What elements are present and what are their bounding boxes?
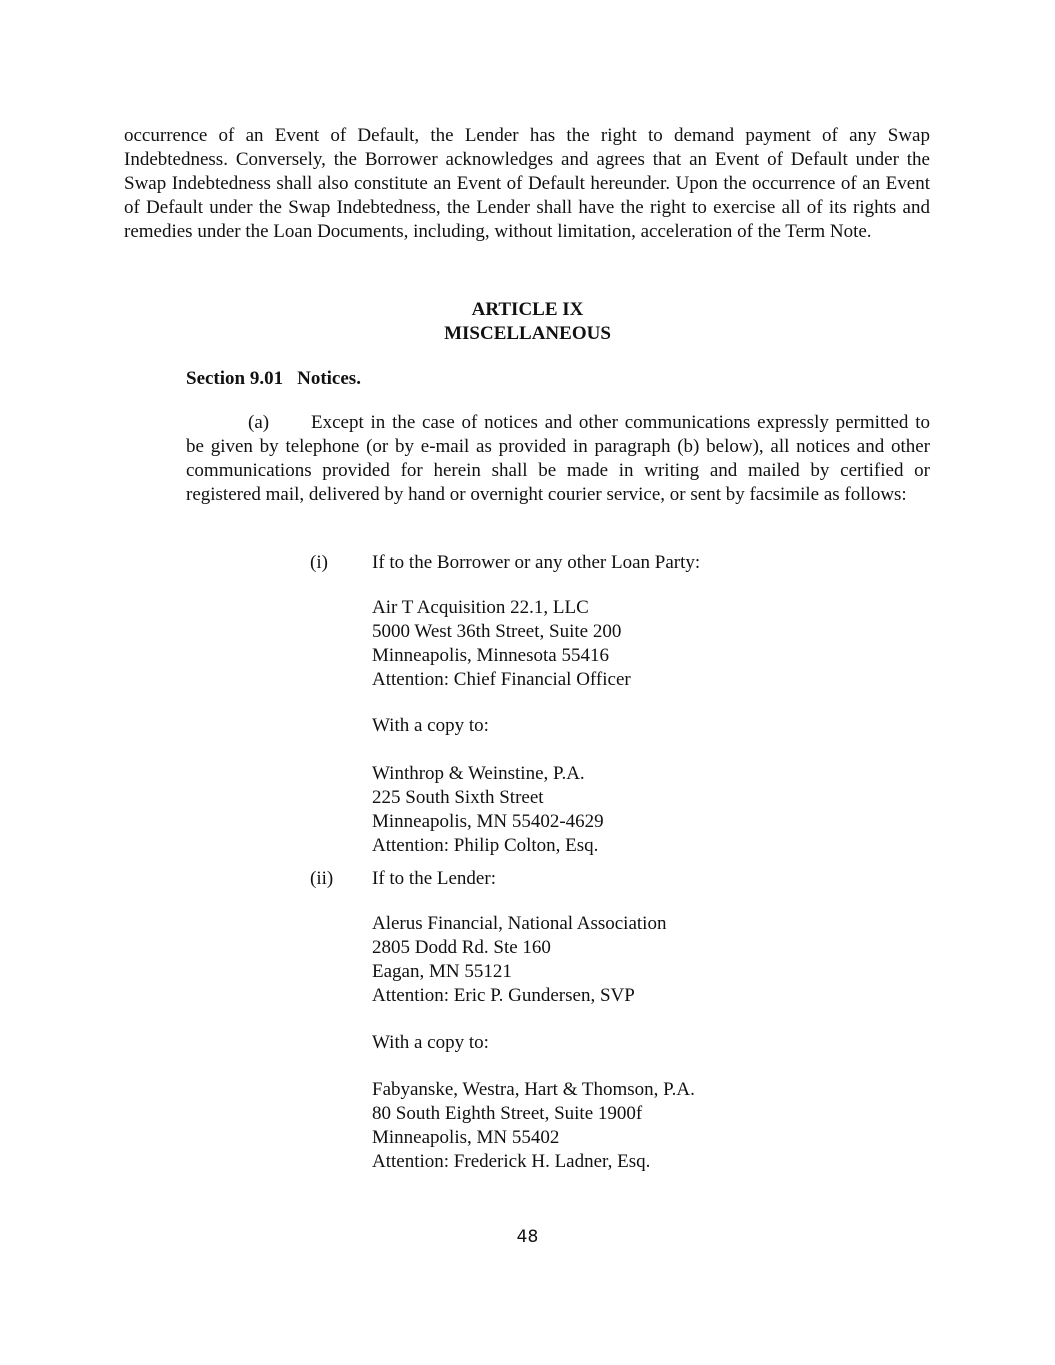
borrower-address xyxy=(372,596,631,692)
address-line: 80 South Eighth Street, Suite 1900f xyxy=(372,1103,643,1124)
address-line: Attention: Chief Financial Officer xyxy=(372,669,631,690)
address-line: Minneapolis, MN 55402 xyxy=(372,1127,560,1148)
intro-paragraph: occurrence of an Event of Default, the Lender has the right to demand payment of any Swap Indebtedness. Conversely, the Borrower acknowledges and agrees that an Event of Default under the Swap Indebtedness shall also constitute an Event of Default hereunder. Upon the occurrence of an Event of Default under the Swap Indebtedness, the Lender shall have the right to exercise all of its rights and remedies under the Loan Documents, including, without limitation, acceleration of the Term Note. xyxy=(124,125,930,242)
paragraph-a-text: Except in the case of notices and other communications expressly permitted to be given by telephone (or by e-mail as provided in paragraph (b) below), all notices and other communications provided for herein shall be made in writing and mailed by certified or registered mail, delivered by hand or overnight courier service, or sent by facsimile as follows: xyxy=(186,412,930,505)
address-line: Winthrop & Weinstine, P.A. xyxy=(372,763,585,784)
clause-ii-text: If to the Lender: xyxy=(372,868,496,889)
section-title: Notices. xyxy=(297,368,361,389)
address-line: Alerus Financial, National Association xyxy=(372,913,667,934)
address-line: Eagan, MN 55121 xyxy=(372,961,512,982)
clause-i-text: If to the Borrower or any other Loan Party: xyxy=(372,552,701,573)
section-number: Section 9.01 xyxy=(186,368,284,389)
article-number: ARTICLE IX xyxy=(471,299,584,320)
borrower-copy-address xyxy=(372,762,604,858)
address-line: Attention: Philip Colton, Esq. xyxy=(372,835,599,856)
address-line: 2805 Dodd Rd. Ste 160 xyxy=(372,937,551,958)
paragraph-a-label: (a) xyxy=(248,412,270,433)
page-number: 48 xyxy=(516,1227,539,1247)
section-heading xyxy=(186,367,361,391)
lender-copy-address xyxy=(372,1078,695,1174)
address-line: Air T Acquisition 22.1, LLC xyxy=(372,597,589,618)
address-line: 5000 West 36th Street, Suite 200 xyxy=(372,621,622,642)
lender-address xyxy=(372,912,666,1008)
address-line: Minneapolis, Minnesota 55416 xyxy=(372,645,609,666)
address-line: 225 South Sixth Street xyxy=(372,787,544,808)
lender-copy-label: With a copy to: xyxy=(372,1032,489,1053)
clause-i-label: (i) xyxy=(310,552,328,573)
address-line: Attention: Eric P. Gundersen, SVP xyxy=(372,985,635,1006)
clause-ii xyxy=(310,867,496,891)
address-line: Minneapolis, MN 55402-4629 xyxy=(372,811,604,832)
paragraph-a xyxy=(186,411,930,507)
address-line: Fabyanske, Westra, Hart & Thomson, P.A. xyxy=(372,1079,695,1100)
clause-ii-label: (ii) xyxy=(310,868,334,889)
address-line: Attention: Frederick H. Ladner, Esq. xyxy=(372,1151,651,1172)
clause-i xyxy=(310,551,700,575)
article-title: MISCELLANEOUS xyxy=(444,323,611,344)
borrower-copy-label: With a copy to: xyxy=(372,715,489,736)
